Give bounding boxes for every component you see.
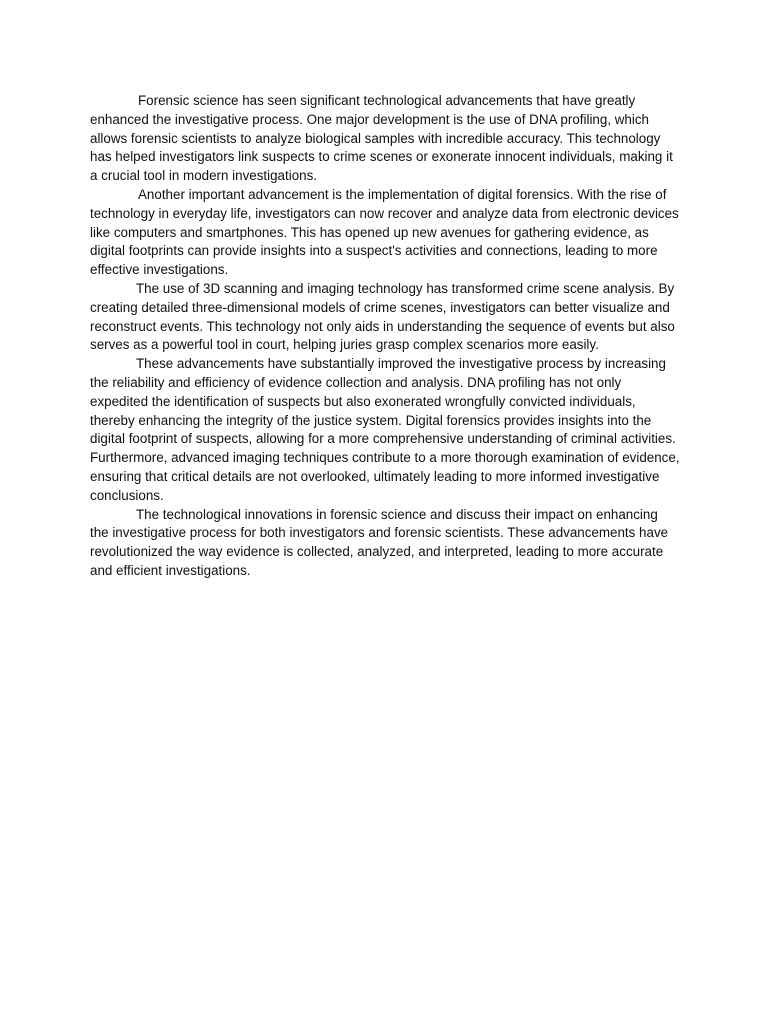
document-body — [90, 92, 680, 581]
paragraph-3d-scanning: The use of 3D scanning and imaging technology has transformed crime scene analysis. By creating detailed three-dimensional models of crime scenes, investigators can better visualize and reconstruct events. This technology not only aids in understanding the sequence of events but also serves as a powerful tool in court, helping juries grasp complex scenarios more easily. — [90, 280, 675, 353]
paragraph-dna-profiling: Forensic science has seen significant technological advancements that have greatly enhanced the investigative process. One major development is the use of DNA profiling, which allows forensic scientists to analyze biological samples with incredible accuracy. This technology has helped investigators link suspects to crime scenes or exonerate innocent individuals, making it a crucial tool in modern investigations. — [90, 93, 673, 184]
paragraph-digital-forensics: Another important advancement is the implementation of digital forensics. With the rise of technology in everyday life, investigators can now recover and analyze data from electronic devices like computers and smartphones. This has opened up new avenues for gathering evidence, as digital footprints can provide insights into a suspect's activities and connections, leading to more effective investigations. — [90, 186, 679, 278]
paragraph-conclusion: The technological innovations in forensic science and discuss their impact on enhancing the investigative process for both investigators and forensic scientists. These advancements have revolutionized the way evidence is collected, analyzed, and interpreted, leading to more accurate and efficient investigations. — [90, 506, 669, 578]
paragraph-impact: These advancements have substantially improved the investigative process by increasing the reliability and efficiency of evidence collection and analysis. DNA profiling has not only expedited the identification of suspects but also exonerated wrongfully convicted individuals, thereby enhancing the integrity of the justice system. Digital forensics provides insights into the digital footprint of suspects, allowing for a more comprehensive understanding of criminal activities. Furthermore, advanced imaging techniques contribute to a more thorough examination of evidence, ensuring that critical details are not overlooked, ultimately leading to more informed investigative conclusions. — [90, 356, 680, 503]
